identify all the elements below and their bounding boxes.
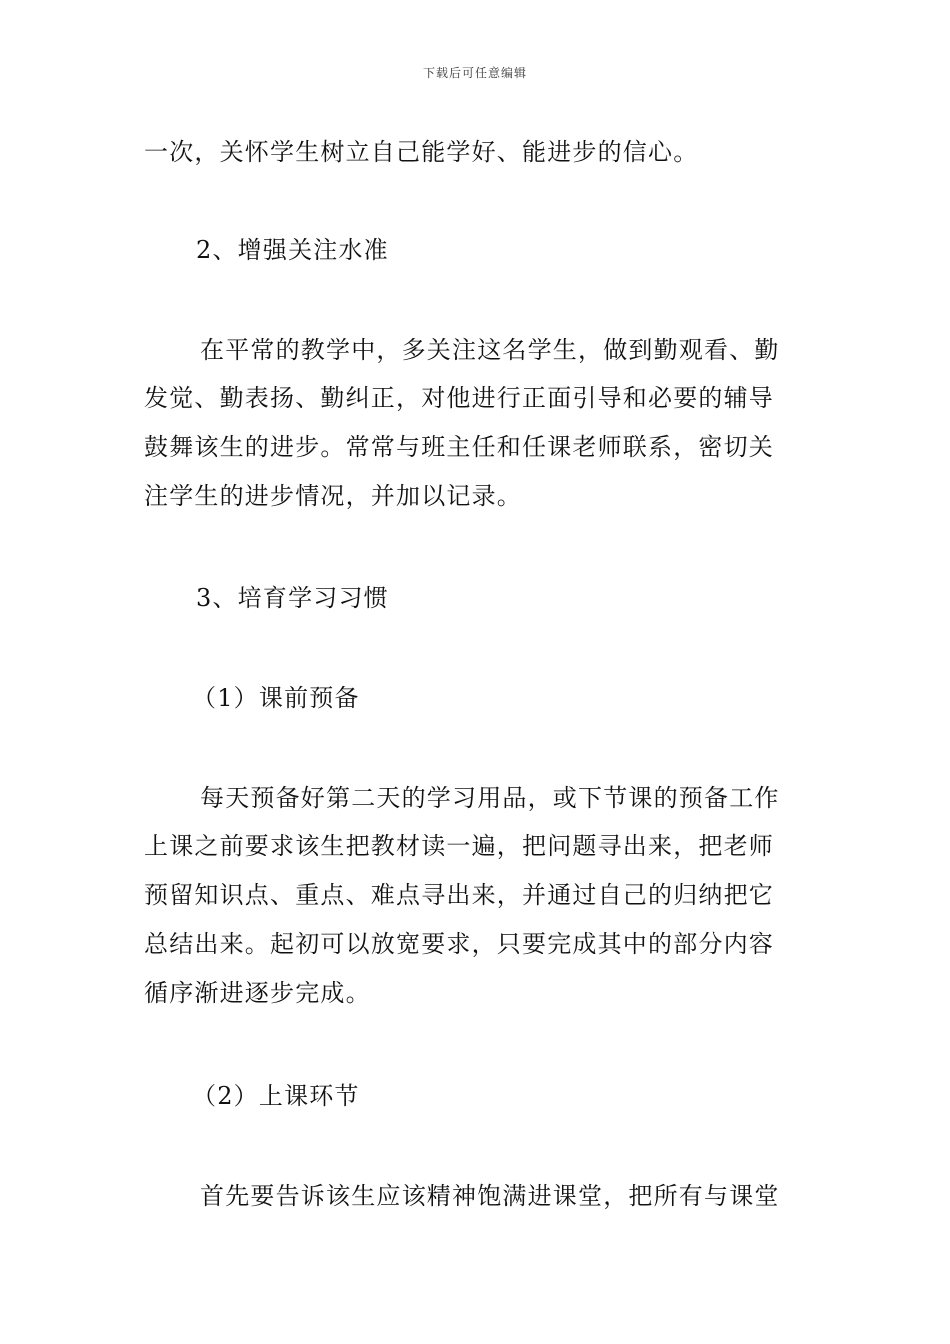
paragraph-line: 总结出来。起初可以放宽要求，只要完成其中的部分内容 [144, 930, 774, 958]
paragraph-line: 注学生的进步情况，并加以记录。 [144, 482, 522, 510]
subsection-heading: （2）上课环节 [192, 1082, 360, 1110]
paragraph-line: 循序渐进逐步完成。 [144, 979, 371, 1007]
paragraph-line: 在平常的教学中，多关注这名学生，做到勤观看、勤 [200, 336, 780, 364]
paragraph-line: 首先要告诉该生应该精神饱满进课堂，把所有与课堂 [200, 1182, 780, 1210]
paragraph-line: 发觉、勤表扬、勤纠正，对他进行正面引导和必要的辅导 [144, 384, 774, 412]
page-header: 下载后可任意编辑 [422, 66, 527, 80]
subsection-heading: （1）课前预备 [192, 684, 360, 712]
paragraph-line: 上课之前要求该生把教材读一遍，把问题寻出来，把老师 [144, 832, 774, 860]
paragraph-line: 一次，关怀学生树立自己能学好、能进步的信心。 [144, 138, 699, 166]
paragraph-line: 每天预备好第二天的学习用品，或下节课的预备工作 [200, 784, 780, 812]
section-heading: 3、培育学习习惯 [196, 584, 389, 612]
paragraph-line: 预留知识点、重点、难点寻出来，并通过自己的归纳把它 [144, 881, 774, 909]
section-heading: 2、增强关注水准 [196, 236, 389, 264]
paragraph-line: 鼓舞该生的进步。常常与班主任和任课老师联系，密切关 [144, 433, 774, 461]
